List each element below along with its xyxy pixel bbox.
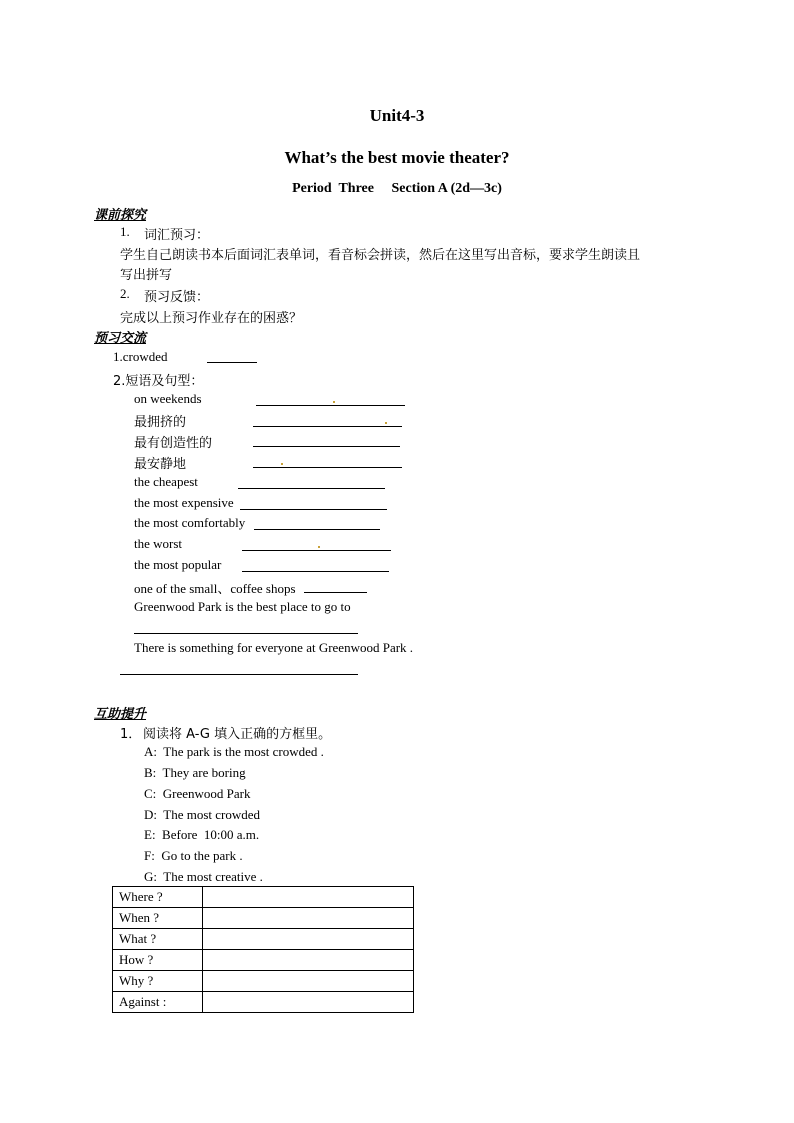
answer-blank[interactable] bbox=[134, 633, 358, 634]
answer-cell[interactable] bbox=[203, 887, 414, 908]
answer-blank[interactable] bbox=[253, 467, 402, 468]
phrase-item: 最有创造性的 bbox=[134, 436, 213, 451]
preview-item1-text: 学生自己朗读书本后面词汇表单词，看音标会拼读，然后在这里写出音标，要求学生朗读且 bbox=[120, 248, 641, 263]
answer-cell[interactable] bbox=[203, 992, 414, 1013]
task-number: 1． bbox=[120, 727, 142, 742]
preview-item2-label: 预习反馈： bbox=[144, 290, 210, 305]
answer-blank[interactable] bbox=[304, 592, 367, 593]
option-item: D: The most crowded bbox=[144, 807, 261, 822]
answer-blank[interactable] bbox=[253, 426, 402, 427]
phrases-label: 2.短语及句型： bbox=[113, 374, 204, 389]
row-label: Where ? bbox=[113, 887, 203, 908]
phrase-item: There is something for everyone at Greenwood Park . bbox=[134, 640, 414, 655]
task-instruction: 阅读将 A-G 填入正确的方框里。 bbox=[143, 727, 332, 742]
phrase-item: Greenwood Park is the best place to go to bbox=[134, 599, 351, 614]
preview-item1-number: 1. bbox=[120, 224, 130, 239]
answer-blank[interactable] bbox=[240, 509, 387, 510]
answer-blank[interactable] bbox=[254, 529, 380, 530]
phrase-item: the most comfortably bbox=[134, 515, 246, 530]
stray-mark bbox=[281, 463, 283, 465]
option-item: C: Greenwood Park bbox=[144, 786, 251, 801]
phrase-item: the most expensive bbox=[134, 495, 234, 510]
table-row bbox=[113, 992, 414, 1013]
answer-blank[interactable] bbox=[253, 446, 400, 447]
answer-blank[interactable] bbox=[207, 362, 257, 363]
phrase-item: the most popular bbox=[134, 557, 222, 572]
answer-blank[interactable] bbox=[242, 550, 391, 551]
section-heading-preview: 课前探究 bbox=[94, 208, 147, 223]
answer-blank[interactable] bbox=[238, 488, 385, 489]
preview-item2-text: 完成以上预习作业存在的困惑？ bbox=[120, 311, 303, 326]
table-row bbox=[113, 887, 414, 908]
stray-mark bbox=[385, 422, 387, 424]
row-label: Why ? bbox=[113, 971, 203, 992]
table-row bbox=[113, 971, 414, 992]
option-item: G: The most creative . bbox=[144, 869, 263, 884]
answer-blank[interactable] bbox=[256, 405, 405, 406]
preview-item2-number: 2. bbox=[120, 286, 130, 301]
lesson-title: What’s the best movie theater? bbox=[284, 148, 510, 167]
table-row bbox=[113, 950, 414, 971]
phrase-item: one of the small、coffee shops bbox=[134, 581, 296, 596]
unit-title: Unit4-3 bbox=[369, 106, 425, 125]
row-label: How ? bbox=[113, 950, 203, 971]
option-item: A: The park is the most crowded . bbox=[144, 744, 324, 759]
answer-table bbox=[112, 886, 414, 1013]
phrase-item: on weekends bbox=[134, 391, 202, 406]
row-label: What ? bbox=[113, 929, 203, 950]
answer-blank[interactable] bbox=[120, 674, 358, 675]
phrase-item: 最安静地 bbox=[134, 457, 187, 472]
table-row bbox=[113, 929, 414, 950]
row-label: Against : bbox=[113, 992, 203, 1013]
option-item: B: They are boring bbox=[144, 765, 246, 780]
phrase-item: 最拥挤的 bbox=[134, 415, 187, 430]
answer-blank[interactable] bbox=[242, 571, 389, 572]
answer-cell[interactable] bbox=[203, 971, 414, 992]
answer-cell[interactable] bbox=[203, 929, 414, 950]
phrase-item: the cheapest bbox=[134, 474, 198, 489]
phrase-item: the worst bbox=[134, 536, 183, 551]
answer-cell[interactable] bbox=[203, 950, 414, 971]
section-heading-exchange: 预习交流 bbox=[94, 331, 147, 346]
section-heading-improve: 互助提升 bbox=[94, 707, 147, 722]
period-subtitle: Period Three Section A (2d—3c) bbox=[292, 181, 502, 196]
stray-mark bbox=[333, 401, 335, 403]
answer-cell[interactable] bbox=[203, 908, 414, 929]
vocab-word: 1.crowded bbox=[113, 349, 168, 364]
stray-mark bbox=[318, 546, 320, 548]
option-item: E: Before 10:00 a.m. bbox=[144, 827, 260, 842]
row-label: When ? bbox=[113, 908, 203, 929]
table-row bbox=[113, 908, 414, 929]
option-item: F: Go to the park . bbox=[144, 848, 243, 863]
preview-item1-label: 词汇预习： bbox=[144, 228, 210, 243]
preview-item1-text-cont: 写出拼写 bbox=[120, 268, 173, 283]
